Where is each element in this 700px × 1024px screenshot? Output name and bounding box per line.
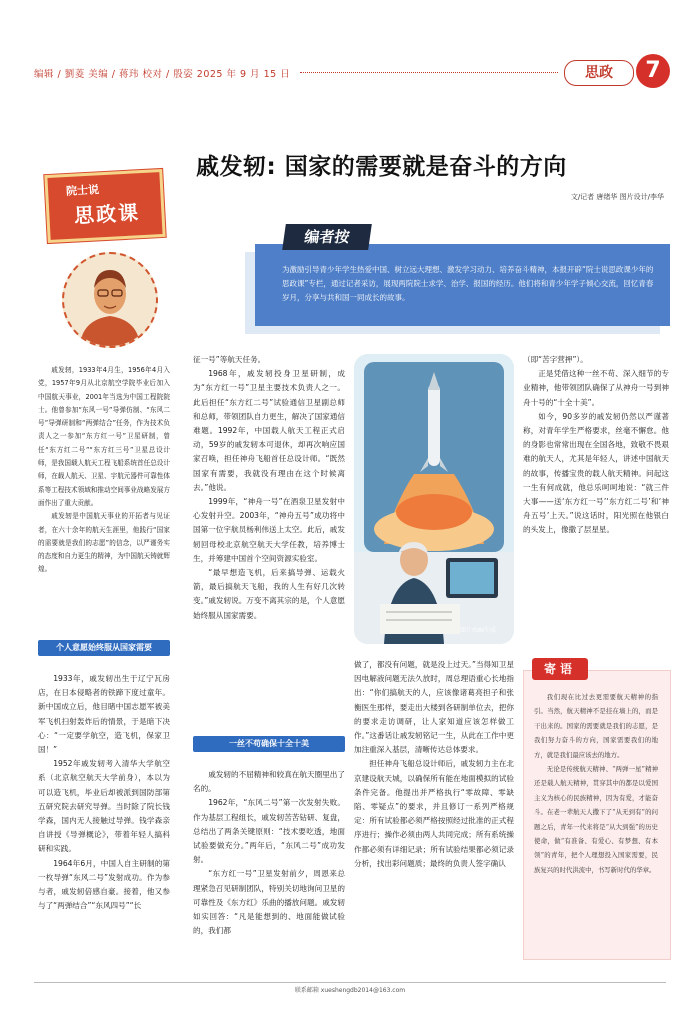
body-paragraph: （即“苦字营押”）。	[523, 355, 588, 364]
bio-paragraph: 戚发轫是中国航天事业的开拓者与见证者，在六十余年的航天生涯里，他践行“国家的需要就是我们的志愿”的信念，以严谨务实的态度和自力更生的精神，为中国航天铸就辉煌。	[38, 512, 170, 574]
footer-contact: 联系邮箱 xueshengdb2014@163.com	[294, 987, 406, 994]
article-column-3-lower	[354, 658, 514, 871]
sidebar-paragraph: 我们现在比过去更需要航天精神的指引。当然，航天精神不是挂在墙上的，而是干出来的。国家的需要就是我们的志愿，是我们努力奋斗的方向，国家需要我们的地方，就是我们最应该去的地方。	[534, 693, 658, 759]
body-paragraph: 1964年6月，中国人自主研制的第一枚导弹“东风二号”发射成功。作为参与者，戚发轫倍感自豪。接着，他又参与了“两弹结合”“东风四号”“长	[38, 858, 170, 911]
editor-note-label: 编者按	[282, 224, 372, 250]
body-paragraph: “东方红一号”卫星发射前夕，周恩来总理紧急召见研制团队，特别关切地询问卫星的可靠性及《东方红》乐曲的播放问题。戚发轫如实回答：“凡是能想到的、地面能做试验的，我们都	[193, 869, 345, 936]
rocket-launch-illustration	[354, 354, 514, 644]
bio-paragraph: 戚发轫，1933年4月生，1956年4月入党，1957年9月从北京航空学院毕业后加入中国航天事业，2001年当选为中国工程院院士。他曾参加“东风一号”导弹仿制、“东风二号”导弹研制和“两弹结合”任务，作为技术负责人之一参加“东方红一号”卫星研制，曾任“东方红二号”“东方红三号”卫星总设计师，是我国载人航天工程飞船系统首任总设计师，在载人航天、卫星、宇航元器件可靠性体系等工程技术领域和推动空间事业战略发展方面作出了重大贡献。	[38, 366, 170, 507]
message-sidebar-label: 寄语	[532, 658, 588, 680]
body-paragraph: 正是凭借这种一丝不苟、深入细节的专业精神，他带领团队确保了从神舟一号到神舟十号的“十全十美”。	[523, 369, 669, 407]
sidebar-paragraph: 无论是传统航天精神、“两弹一星”精神还是载人航天精神，贯穿其中的都是以爱国主义为核心的民族精神，因为有爱，才能奋斗。在老一辈航天人撒下了“从无到有”的问题之后，青年一代来将是“从大到强”的历史使命，做“有准备、有爱心、有梦想、有本领”的青年，把个人理想投入国家需要，民族复兴的时代洪流中，书写新时代的华章。	[534, 765, 658, 874]
illustration-caption: 图片由AI生成	[460, 627, 496, 634]
article-column-1	[38, 672, 170, 913]
body-paragraph: 1999年，“神舟一号”在酒泉卫星发射中心发射升空。2003年，“神舟五号”成功将中国第一位宇航员杨利伟送上太空。此后，戚发轫回母校北京航空航天大学任教，培养博士生，并筹建中国首个空间资源实验室。	[193, 497, 345, 563]
article-title: 戚发轫: 国家的需要就是奋斗的方向	[196, 154, 567, 180]
body-paragraph: 征一号”等航天任务。	[193, 355, 266, 364]
article-column-4	[523, 353, 669, 538]
column-logo-title: 思政课	[73, 200, 141, 228]
body-paragraph: 担任神舟飞船总设计师后，戚发轫力主在北京建设航天城，以确保所有能在地面模拟的试验条件完备。他提出并严格执行“零故障、零缺陷、零疑点”的要求，并且修订一系列严格规定：所有试验都必须严格按照经过批准的正式程序进行；操作必须由两人共同完成；所有系统操作都必须有详细记录；所有试验结果都必须记录分析，找出彩问题质；最终的负责人签字确认	[354, 759, 514, 868]
message-sidebar-text	[534, 690, 658, 877]
section-heading: 一丝不苟确保十全十美	[193, 736, 345, 752]
body-paragraph: 戚发轫的不屈精神和较真在航天圈里出了名的。	[193, 770, 345, 794]
page-number: 7	[636, 54, 670, 88]
column-logo-small-text: 院士说	[65, 183, 100, 198]
portrait-illustration	[62, 252, 158, 348]
bio-column	[38, 364, 170, 577]
body-paragraph: 1952年戚发轫考入清华大学航空系（北京航空航天大学前身），本以为可以造飞机，毕业后却被派到国防部第五研究院去研究导弹。当时除了院长钱学森，国内无人接触过导弹。钱学森亲自讲授《导弹概论》，带着年轻人搞科研和实践。	[38, 759, 170, 854]
article-column-2	[193, 353, 345, 623]
section-heading: 个人意愿始终服从国家需要	[38, 640, 170, 656]
body-paragraph: 1933年，戚发轫出生于辽宁瓦房店，在日本侵略者的铁蹄下度过童年。新中国成立后，他目睹中国志愿军被美军飞机扫射轰炸后的情景，于是暗下决心：“一定要学航空，造飞机，保家卫国！”	[38, 674, 170, 755]
body-paragraph: 1968年，戚发轫投身卫星研制，成为“东方红一号”卫星主要技术负责人之一。此后担任“东方红二号”试验通信卫星副总师和总师，带领团队自力更生，解决了国家通信难题。1992年，中国载人航天工程正式启动，59岁的戚发轫本可退休，却再次响应国家召唤，担任神舟飞船首任总设计师。“既然国家有需要，我就没有理由在这个时候离去。”他说。	[193, 369, 345, 492]
article-byline: 文/记者 唐绪华 图片设计/李华	[570, 193, 664, 201]
section-badge: 思政	[564, 60, 634, 86]
footer-divider	[34, 982, 666, 983]
header-credits: 编辑 / 劉菱 美编 / 蒋玮 校对 / 殷姿 2025 年 9 月 15 日	[34, 69, 291, 80]
body-paragraph: 1962年，“东风二号”第一次发射失败。作为基层工程组长，戚发轫苦苦钻研、复盘，总结出了两条关键原则：“技术要吃透，地面试验要做充分。”两年后，“东风二号”成功发射。	[193, 798, 345, 865]
article-column-2-lower	[193, 768, 345, 938]
body-paragraph: 做了，都没有问题，就是没上过天。”当得知卫星因电解液问题无法久放时，周总理语重心长地指出：“你们搞航天的人，应该像诸葛亮担子和张衡医生那样，要走出大楼到各研制单位去，把你的要求走访调研，让人家知道应该怎样做工作。”这番话让戚发轫铭记一生，从此在工作中更加注重深入基层，清晰传达总体要求。	[354, 660, 514, 755]
header-divider	[300, 72, 558, 73]
body-paragraph: “最早想造飞机，后来搞导弹、运载火箭，最后搞航天飞船，我的人生有好几次转变。”戚发轫说。万变不离其宗的是，个人意愿始终服从国家需要。	[193, 568, 346, 620]
body-paragraph: 如今，90多岁的戚发轫仍然以严谨著称，对青年学生严格要求，丝毫不懈怠。他的身影也常常出现在全国各地，致敬不畏艰难的航天人，尤其是年轻人，讲述中国航天的故事，传播宝贵的载人航天精神。问起这一生有何成就，他总乐呵呵地说：“就三件大事——送‘东方红一号’‘东方红二号’和‘神舟五号’上天。”说这话时，阳光照在他银白的头发上，像撒了层星星。	[523, 411, 669, 535]
editor-note-text: 为激励引导青少年学生热爱中国、树立远大理想、激发学习动力、培养奋斗精神，本报开辟“院士说思政课少年的思政课”专栏，通过记者采访，展现两院院士求学、治学、报国的经历。他们将和青少年学子倾心交流，回忆青春岁月，分享与共和国一同成长的故事。	[282, 265, 654, 302]
